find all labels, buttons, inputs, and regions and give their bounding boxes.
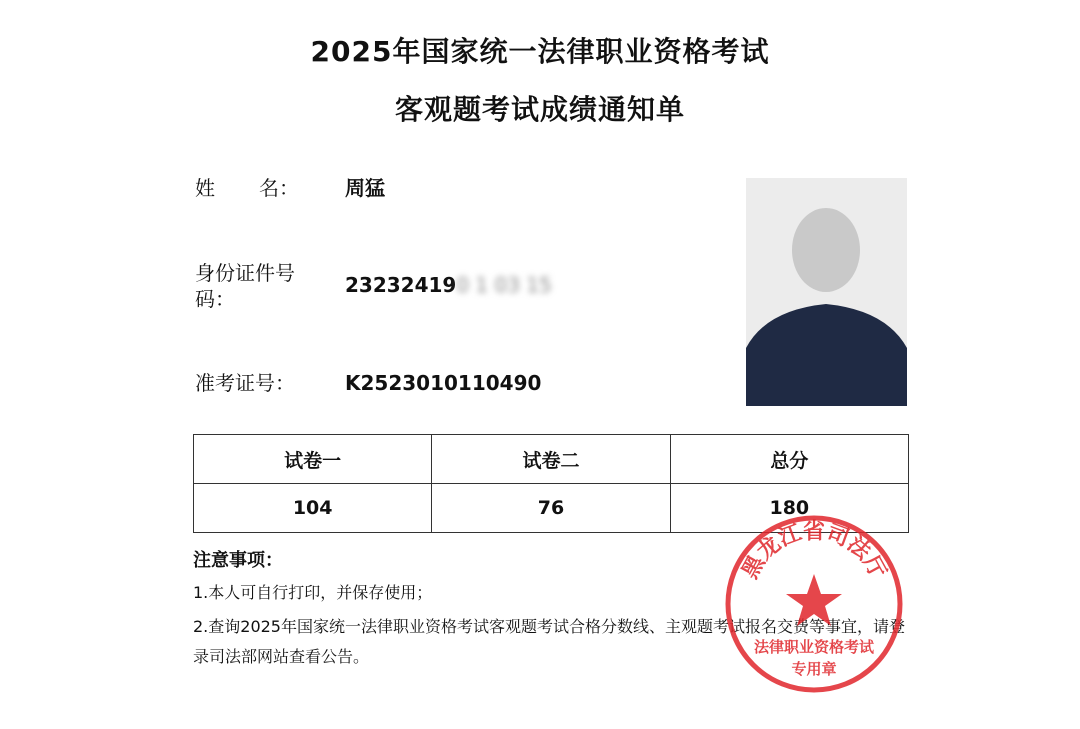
star-icon [786, 574, 842, 626]
name-value: 周猛 [345, 176, 385, 200]
svg-text:黑龙江省司法厅 [737, 518, 891, 583]
note-item-1: 1.本人可自行打印，并保存使用； [193, 583, 433, 602]
exam-number-label: 准考证号： [195, 371, 295, 395]
name-label [195, 175, 299, 201]
paper-one-score: 104 [194, 484, 432, 533]
id-number-label: 身份证件号码： [195, 261, 295, 311]
name-label-last: 名： [259, 176, 299, 200]
paper-two-header: 试卷二 [432, 435, 670, 484]
seal-line-1: 法律职业资格考试 [753, 638, 875, 656]
score-table-header-row [194, 435, 909, 484]
id-number-obscured: 0 1 03 15 [456, 273, 552, 297]
note-item-2: 2.查询2025年国家统一法律职业资格考试客观题考试合格分数线、主观题考试报名交费等事宜，请登录司法部网站查看公告。 [193, 617, 905, 666]
id-number-visible: 23232419 [345, 273, 457, 297]
paper-one-header: 试卷一 [194, 435, 432, 484]
document-subtitle: 客观题考试成绩通知单 [394, 93, 685, 126]
seal-line-2: 专用章 [791, 660, 837, 678]
notes-title: 注意事项： [193, 550, 283, 571]
candidate-photo-placeholder [746, 178, 907, 406]
paper-two-score: 76 [432, 484, 670, 533]
exam-number-value: K2523010110490 [345, 371, 542, 395]
total-score: 180 [670, 484, 908, 533]
total-score-header: 总分 [670, 435, 908, 484]
official-seal [722, 512, 906, 696]
id-number-value [345, 272, 552, 298]
document-title: 2025年国家统一法律职业资格考试 [310, 35, 770, 68]
seal-arc-text: 黑龙江省司法厅 [736, 518, 892, 584]
name-label-first: 姓 [195, 176, 215, 200]
person-silhouette-icon [746, 178, 907, 406]
